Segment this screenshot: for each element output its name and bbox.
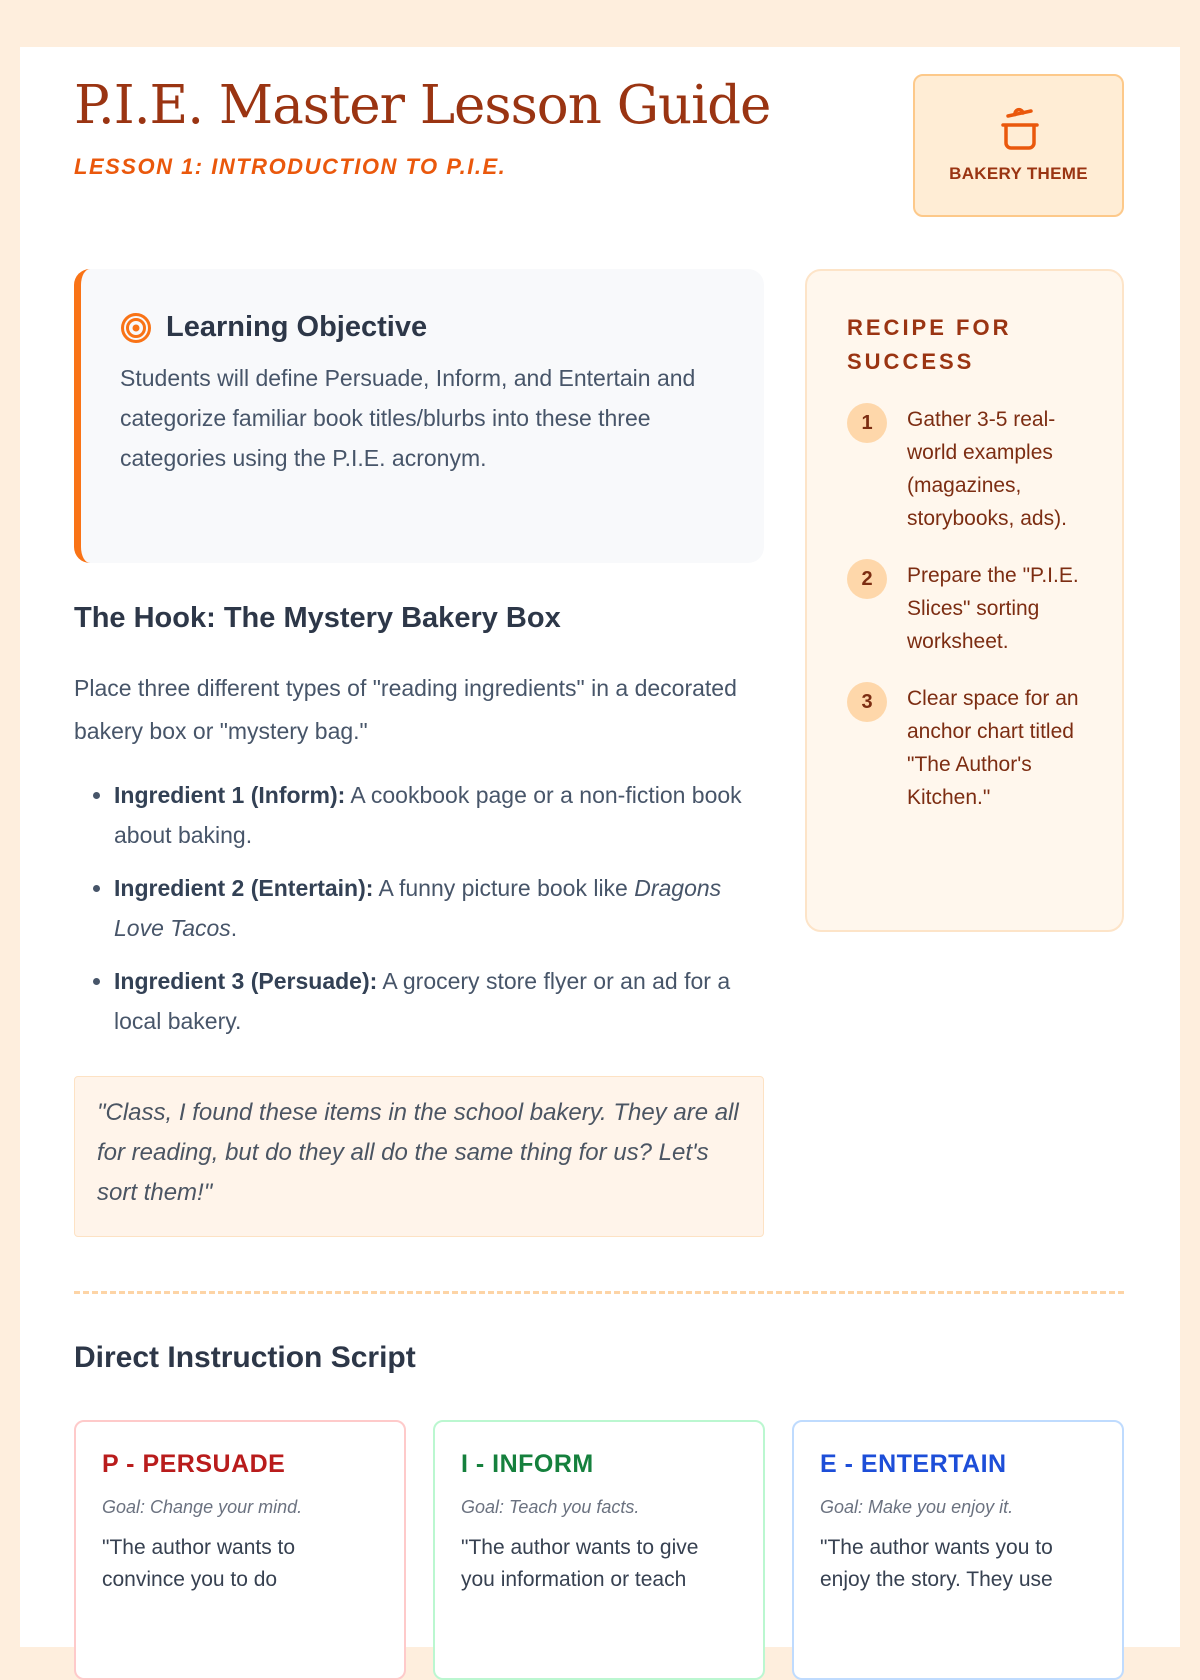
list-item [114,961,764,1041]
step-number: 3 [847,682,887,722]
hook-title: The Hook: The Mystery Bakery Box [74,602,561,634]
lesson-page [20,47,1180,1647]
card-text: "The author wants you to enjoy the story. They use [820,1536,1053,1591]
list-item [847,403,1092,535]
list-item [114,775,764,855]
hook-intro: Place three different types of "reading ingredients" in a decorated bakery box or "mystery bag." [74,675,737,744]
inform-card [433,1420,765,1680]
card-text: "The author wants to convince you to do [102,1536,296,1591]
persuade-card [74,1420,406,1680]
recipe-steps [847,403,1092,814]
card-title: E - ENTERTAIN [820,1450,1007,1478]
bakery-theme-badge [913,74,1124,217]
step-number: 2 [847,559,887,599]
ingredient-text-end: . [230,915,238,941]
direct-instruction-title: Direct Instruction Script [74,1341,416,1374]
teacher-quote: "Class, I found these items in the school bakery. They are all for reading, but do they all do the same thing for us? Let's sort them!" [74,1076,764,1237]
bakery-theme-label: BAKERY THEME [949,164,1088,183]
recipe-title: RECIPE FOR SUCCESS [847,315,1012,374]
card-goal: Goal: Change your mind. [102,1497,303,1517]
cooking-pot-icon [997,105,1043,153]
page-title: P.I.E. Master Lesson Guide [74,75,771,136]
section-divider [74,1291,1124,1294]
step-number: 1 [847,403,887,443]
learning-objective-card [74,269,764,563]
objective-title: Learning Objective [166,311,428,343]
ingredient-text: A cookbook page or a non-fiction book about baking. [114,782,742,848]
recipe-sidebar [805,269,1124,932]
card-title: I - INFORM [461,1450,594,1478]
ingredient-text: A funny picture book like [373,875,635,901]
list-item [847,682,1092,814]
ingredient-label: Ingredient 3 (Persuade): [114,968,378,994]
ingredient-list [74,775,764,1054]
card-goal: Goal: Teach you facts. [461,1497,640,1517]
entertain-card [792,1420,1124,1680]
ingredient-label: Ingredient 2 (Entertain): [114,875,374,901]
card-title: P - PERSUADE [102,1450,286,1478]
book-title: Dragons Love Tacos [114,875,722,941]
list-item [847,559,1092,658]
step-text: Clear space for an anchor chart titled "The Author's Kitchen." [907,687,1079,809]
ingredient-label: Ingredient 1 (Inform): [114,782,346,808]
target-icon [120,312,152,344]
objective-text: Students will define Persuade, Inform, and Entertain and categorize familiar book titles/blurbs into these three categories using the P.I.E. acronym. [120,365,696,471]
card-goal: Goal: Make you enjoy it. [820,1497,1014,1517]
step-text: Gather 3-5 real-world examples (magazines, storybooks, ads). [907,408,1067,530]
ingredient-text: A grocery store flyer or an ad for a local bakery. [114,968,731,1034]
card-text: "The author wants to give you information or teach [461,1536,699,1591]
lesson-subtitle: LESSON 1: INTRODUCTION TO P.I.E. [74,154,507,179]
step-text: Prepare the "P.I.E. Slices" sorting worksheet. [907,564,1079,653]
list-item [114,868,764,948]
